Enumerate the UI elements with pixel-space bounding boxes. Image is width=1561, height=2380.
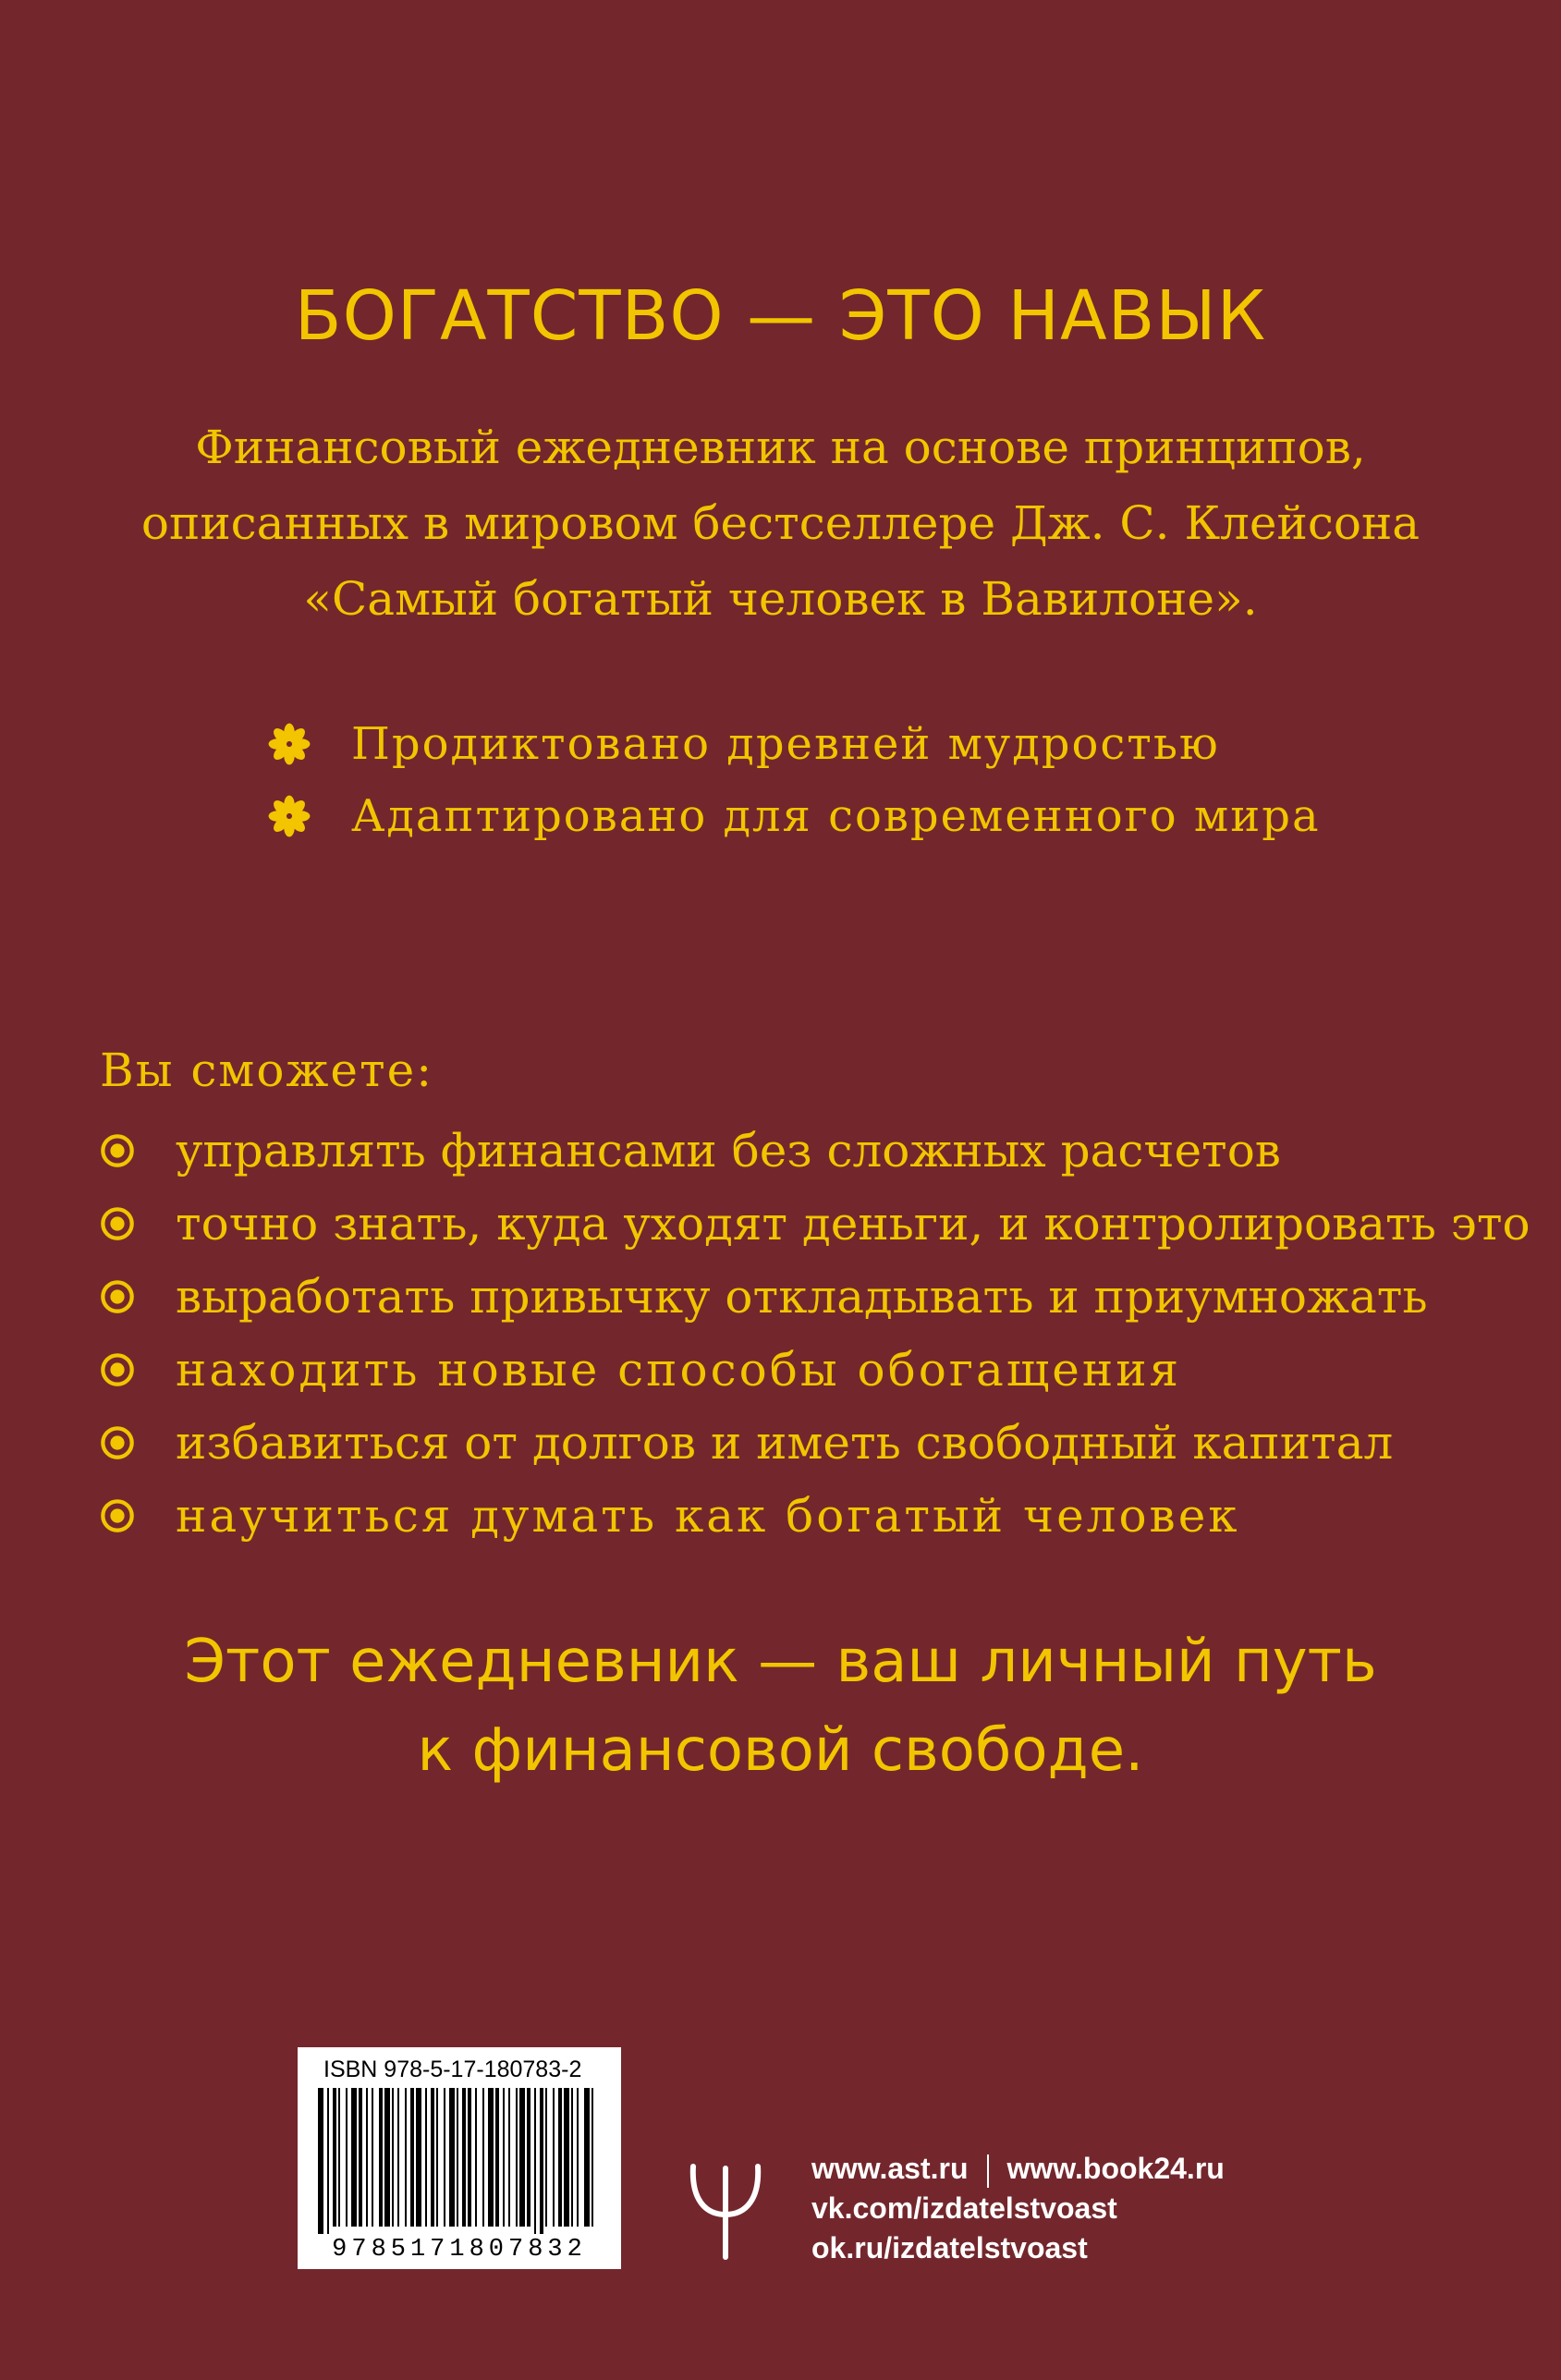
psi-logo-icon (684, 2161, 767, 2264)
intro-line: Финансовый ежедневник на основе принципов, (195, 421, 1366, 474)
closing-line: к финансовой свободе. (417, 1716, 1144, 1785)
barcode-bar (366, 2088, 368, 2227)
barcode-bar (534, 2088, 536, 2234)
intro-line: «Самый богатый человек в Вавилоне». (303, 572, 1258, 626)
intro-paragraph (0, 409, 1561, 637)
barcode-bar (397, 2088, 399, 2227)
book24-link[interactable]: www.book24.ru (1006, 2152, 1225, 2185)
circle-bullet-icon (100, 1352, 135, 1387)
barcode-bar (488, 2088, 494, 2227)
benefit-item (100, 1260, 1531, 1333)
barcode-bar (410, 2088, 414, 2227)
benefit-text: научиться думать как богатый человек (176, 1488, 1240, 1543)
barcode-bar (351, 2088, 357, 2227)
feature-item (268, 708, 1321, 780)
barcode-bar (540, 2088, 543, 2234)
barcode-bar (519, 2088, 525, 2227)
feature-list (268, 708, 1321, 852)
barcode-bar (405, 2088, 407, 2227)
circle-bullet-icon (100, 1206, 135, 1241)
intro-line: описанных в мировом бестселлере Дж. С. Клейсона (140, 496, 1421, 550)
barcode-bar (475, 2088, 477, 2227)
barcode-icon (314, 2088, 604, 2236)
barcode-bar (527, 2088, 530, 2227)
barcode-bar (545, 2088, 547, 2227)
benefit-text: находить новые способы обогащения (176, 1342, 1182, 1397)
barcode-bar (503, 2088, 505, 2227)
circle-bullet-icon (100, 1279, 135, 1314)
barcode-bar (359, 2088, 362, 2227)
barcode-bar (553, 2088, 555, 2227)
closing-statement (0, 1617, 1561, 1795)
barcode-bar (425, 2088, 427, 2227)
barcode-bar (564, 2088, 569, 2227)
barcode-bar (327, 2088, 329, 2234)
barcode-digits: 9785171807832 (332, 2236, 587, 2264)
barcode-bar (379, 2088, 383, 2227)
flower-icon (268, 795, 311, 837)
benefit-text: выработать привычку откладывать и приумножать (176, 1269, 1428, 1324)
benefit-item (100, 1114, 1531, 1187)
closing-line: Этот ежедневник — ваш личный путь (184, 1628, 1377, 1696)
feature-text: Продиктовано древней мудростью (351, 718, 1220, 770)
barcode-bar (346, 2088, 348, 2227)
feature-text: Адаптировано для современного мира (351, 790, 1321, 842)
ok-link[interactable]: ok.ru/izdatelstvoast (811, 2231, 1088, 2264)
benefits-title: Вы сможете: (100, 1044, 434, 1097)
barcode-bar (392, 2088, 394, 2227)
barcode-bar (516, 2088, 518, 2227)
barcode-bar (591, 2088, 593, 2227)
circle-bullet-icon (100, 1425, 135, 1460)
headline: БОГАТСТВО — ЭТО НАВЫК (294, 276, 1267, 356)
barcode-bar (508, 2088, 510, 2227)
barcode-bar (584, 2088, 590, 2227)
barcode-bar (558, 2088, 562, 2227)
circle-bullet-icon (100, 1133, 135, 1168)
barcode-bar (333, 2088, 336, 2227)
ast-site-link[interactable]: www.ast.ru (811, 2152, 969, 2185)
barcode-bar (457, 2088, 458, 2227)
benefit-item (100, 1406, 1531, 1479)
isbn-barcode (298, 2047, 621, 2269)
barcode-bar (571, 2088, 573, 2227)
barcode-bar (384, 2088, 390, 2227)
barcode-bar (449, 2088, 455, 2227)
circle-bullet-icon (100, 1498, 135, 1533)
barcode-bar (495, 2088, 499, 2227)
barcode-bar (482, 2088, 484, 2227)
benefit-text: точно знать, куда уходят деньги, и контролировать это (176, 1196, 1531, 1251)
barcode-bar (318, 2088, 323, 2234)
barcode-bar (416, 2088, 421, 2227)
barcode-bar (462, 2088, 466, 2227)
barcode-bar (444, 2088, 445, 2227)
barcode-bar (468, 2088, 471, 2227)
publisher-links (811, 2149, 1225, 2268)
benefit-item (100, 1187, 1531, 1260)
benefit-item (100, 1479, 1531, 1552)
barcode-bar (577, 2088, 579, 2227)
benefit-text: избавиться от долгов и иметь свободный капитал (176, 1415, 1394, 1470)
benefit-list (100, 1114, 1531, 1552)
barcode-bar (338, 2088, 340, 2227)
flower-icon (268, 723, 311, 765)
feature-item (268, 780, 1321, 852)
isbn-label: ISBN 978-5-17-180783-2 (323, 2057, 582, 2082)
barcode-bar (372, 2088, 373, 2227)
vk-link[interactable]: vk.com/izdatelstvoast (811, 2191, 1117, 2225)
benefit-text: управлять финансами без сложных расчетов (176, 1123, 1281, 1178)
link-divider (987, 2154, 989, 2188)
benefit-item (100, 1333, 1531, 1406)
barcode-bar (431, 2088, 434, 2227)
barcode-bar (436, 2088, 438, 2227)
